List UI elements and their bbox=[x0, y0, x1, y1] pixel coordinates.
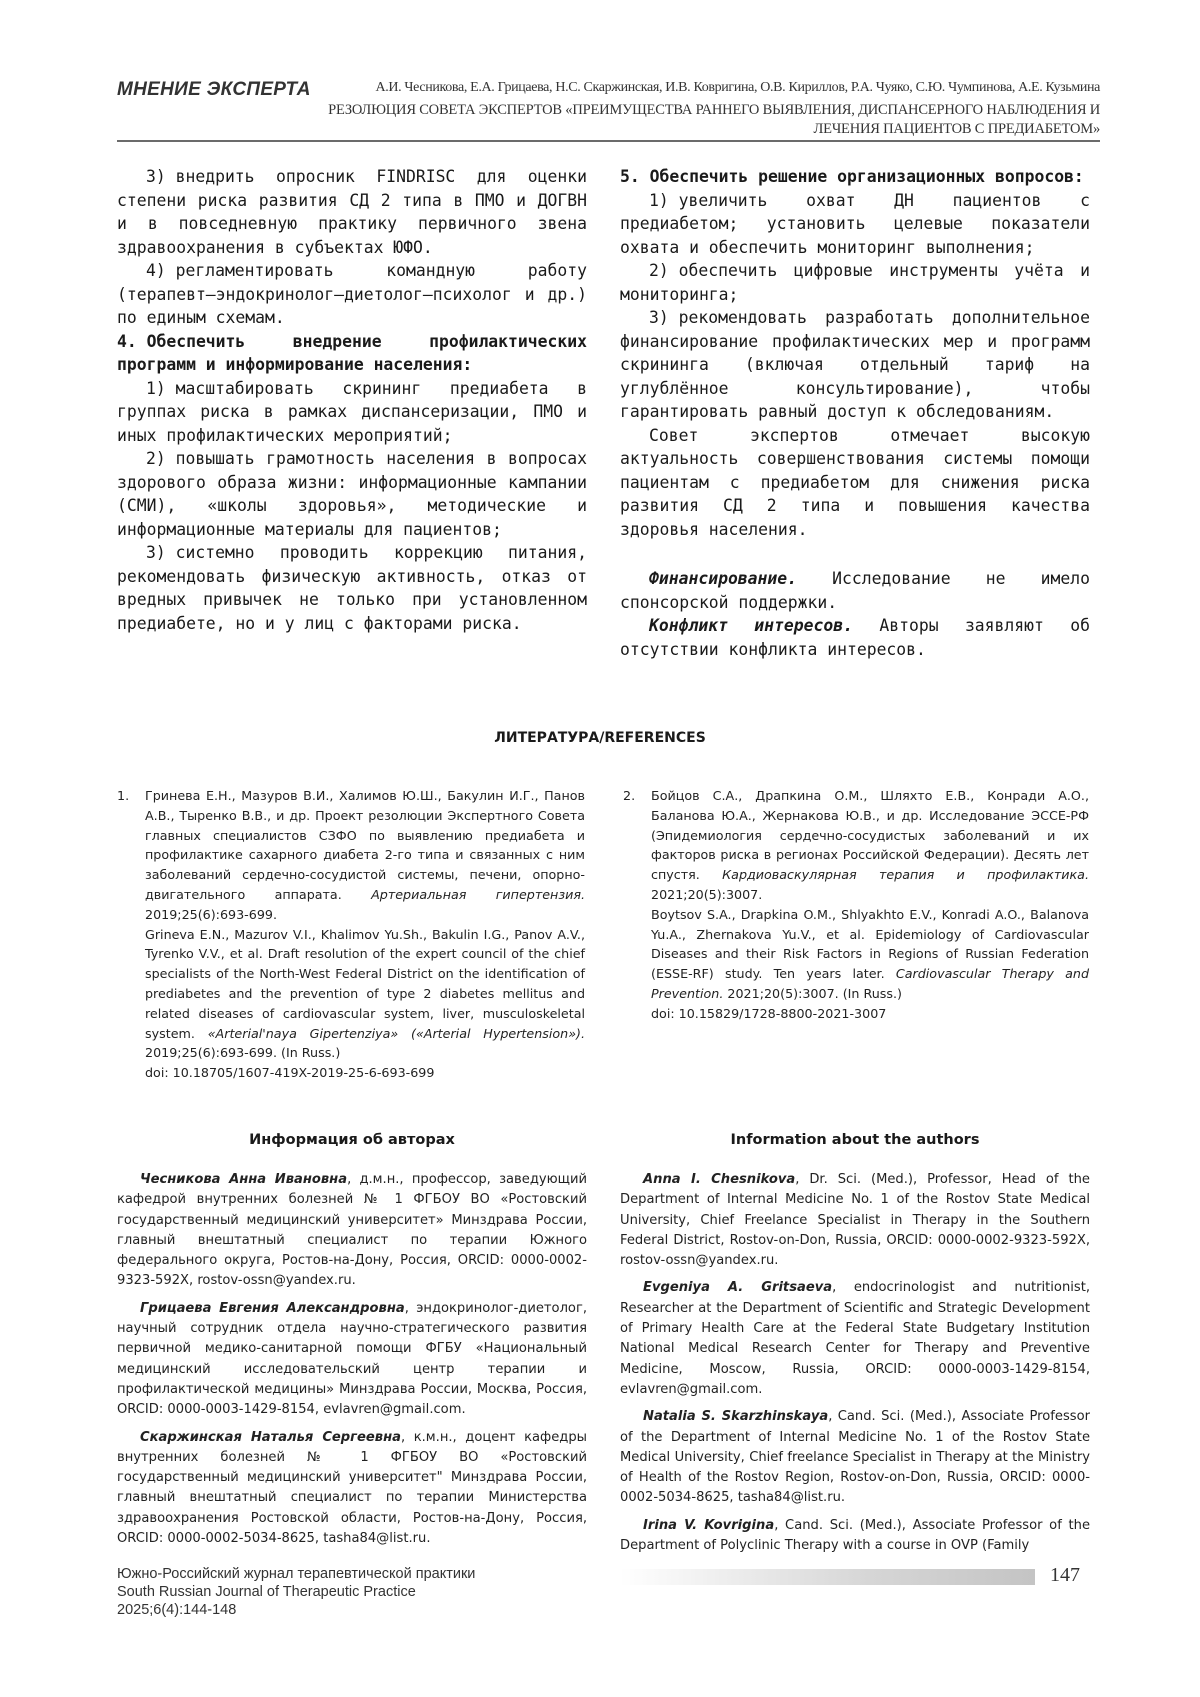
author-name: Чесникова Анна Ивановна bbox=[140, 1172, 348, 1187]
author-entry bbox=[620, 1278, 1090, 1400]
paragraph: 2) повышать грамотность населения в вопросах здорового образа жизни: информационные кампании (СМИ), «школы здоровья», методические и информационные материалы для пациентов; bbox=[117, 449, 587, 539]
funding-label: Финансирование. bbox=[649, 569, 798, 588]
paragraph: 2) обеспечить цифровые инструменты учёта и мониторинга; bbox=[620, 261, 1090, 304]
reference-en-tail: 2021;20(5):3007. (In Russ.) bbox=[723, 985, 902, 1001]
authors-info-ru bbox=[117, 1170, 587, 1556]
paragraph: 3) рекомендовать разработать дополнительное финансирование профилактических мер и программ скрининга (включая отдельный тариф на углублённое консультирование), чтобы гарантировать равный доступ к обследованиям. bbox=[620, 308, 1090, 421]
header-title: РЕЗОЛЮЦИЯ СОВЕТА ЭКСПЕРТОВ «ПРЕИМУЩЕСТВА РАННЕГО ВЫЯВЛЕНИЯ, ДИСПАНСЕРНОГО НАБЛЮДЕНИЯ И ЛЕЧЕНИЯ ПАЦИЕНТОВ С ПРЕДИАБЕТОМ» bbox=[328, 102, 1100, 137]
reference-ru-tail: 2019;25(6):693-699. bbox=[145, 906, 277, 922]
reference-item bbox=[623, 786, 1089, 1024]
funding-statement bbox=[620, 567, 1090, 614]
author-entry bbox=[117, 1170, 587, 1292]
reference-ru bbox=[145, 786, 585, 925]
author-details: , Cand. Sci. (Med.), Associate Professor of the Department of Polyclinic Therapy with a course in OVP (Family bbox=[620, 1517, 1091, 1554]
reference-number: 2. bbox=[623, 788, 636, 803]
section-label: МНЕНИЕ ЭКСПЕРТА bbox=[117, 79, 311, 100]
authors-title-ru: Информация об авторах bbox=[249, 1132, 455, 1148]
reference-ru-journal: Артериальная гипертензия. bbox=[371, 886, 585, 902]
author-entry bbox=[117, 1428, 587, 1550]
header-authors: А.И. Чесникова, Е.А. Грицаева, Н.С. Скаржинская, И.В. Ковригина, О.В. Кириллов, Р.А. Чуяко, С.Ю. Чумпинова, А.Е. Кузьмина bbox=[375, 80, 1100, 95]
reference-en-text: Boytsov S.A., Drapkina O.M., Shlyakhto E.V., Konradi A.O., Balanova Yu.A., Zhernakova Yu.V., et al. Epidemiology of Cardiovascular Diseases and their Risk Factors in Regions of Russian Federation (ESSE-RF) study. Ten years later. bbox=[651, 906, 1089, 982]
reference-en-journal: Cardiovascular Therapy and Prevention. bbox=[651, 966, 1089, 1001]
reference-en bbox=[651, 905, 1089, 1004]
conflict-label: Конфликт интересов. bbox=[649, 616, 853, 635]
author-name: Скаржинская Наталья Сергеевна bbox=[140, 1429, 401, 1445]
author-details: , endocrinologist and nutritionist, Researcher at the Department of Scientific and Strategic Development of Primary Health Care at the Federal State Budgetary Institution National Medical Research Center for Therapy and Preventive Medicine, Moscow, Russia, ORCID: 0000-0003-1429-8154, evlavren@gmail.com. bbox=[620, 1280, 1090, 1397]
authors-info-en bbox=[620, 1170, 1090, 1563]
reference-en-tail: 2019;25(6):693-699. (In Russ.) bbox=[145, 1045, 341, 1061]
reference-en-journal: «Arterial'naya Gipertenziya» («Arterial Hypertension»). bbox=[207, 1025, 586, 1041]
reference-ru bbox=[651, 786, 1089, 905]
author-name: Natalia S. Skarzhinskaya bbox=[643, 1409, 829, 1425]
reference-doi: doi: 10.18705/1607-419X-2019-25-6-693-699 bbox=[145, 1065, 435, 1081]
reference-doi: doi: 10.15829/1728-8800-2021-3007 bbox=[651, 1005, 887, 1021]
paragraph: 3) системно проводить коррекцию питания, рекомендовать физическую активность, отказ от вредных привычек не только при установленном предиабете, но и у лиц с факторами риска. bbox=[117, 543, 587, 633]
reference-item bbox=[117, 786, 586, 1083]
paragraph: 4) регламентировать командную работу (терапевт—эндокринолог—диетолог—психолог и др.) по единым схемам. bbox=[117, 261, 587, 327]
running-header bbox=[117, 70, 1100, 142]
body-column-left bbox=[117, 165, 587, 635]
author-name: Irina V. Kovrigina bbox=[643, 1517, 775, 1533]
author-entry bbox=[620, 1407, 1090, 1508]
reference-ru-journal: Кардиоваскулярная терапия и профилактика. bbox=[722, 867, 1089, 883]
section-heading: 4. Обеспечить внедрение профилактических программ и информирование населения: bbox=[117, 331, 587, 374]
author-details: , эндокринолог-диетолог, научный сотрудник отдела научно-стратегического развития первичной медико-санитарной помощи ФГБУ «Национальный медицинский исследовательский центр терапии и профилактической медицины» Минздрава России, Москва, Россия, ORCID: 0000-0003-1429-8154, evlavren@gmail.com. bbox=[117, 1300, 587, 1418]
reference-ru-tail: 2021;20(5):3007. bbox=[651, 886, 763, 902]
journal-name-ru: Южно-Российский журнал терапевтической практики bbox=[117, 1566, 476, 1582]
reference-en bbox=[145, 925, 585, 1064]
author-entry bbox=[117, 1299, 587, 1421]
body-column-right bbox=[620, 165, 1090, 661]
paragraph: 3) внедрить опросник FINDRISC для оценки степени риска развития СД 2 типа в ПМО и ДОГВН и в повседневную практику первичного звена здравоохранения в субъектах ЮФО. bbox=[117, 167, 587, 257]
footer-journal bbox=[117, 1565, 475, 1619]
paragraph: 1) увеличить охват ДН пациентов с предиабетом; установить целевые показатели охвата и обеспечить мониторинг выполнения; bbox=[620, 190, 1090, 257]
author-name: Anna I. Chesnikova bbox=[643, 1172, 796, 1187]
conflict-statement bbox=[620, 614, 1090, 661]
journal-name-en: South Russian Journal of Therapeutic Practice bbox=[117, 1584, 416, 1600]
reference-ru-text: Гринева Е.Н., Мазуров В.И., Халимов Ю.Ш., Бакулин И.Г., Панов А.В., Тыренко В.В., и др. Проект резолюции Экспертного Совета главных специалистов СЗФО по выявлению предиабета и профилактике сахарного диабета 2-го типа и связанных с ним заболеваний сердечно-сосудистой системы, печени, опорно-двигательного аппарата. bbox=[145, 788, 585, 902]
author-details: , к.м.н., доцент кафедры внутренних болезней № 1 ФГБОУ ВО «Ростовский государственный медицинский университет" Минздрава России, главный внештатный специалист по терапии Министерства здравоохранения Ростовской области, Ростов-на-Дону, Россия, ORCID: 0000-0002-5034-8625, tasha84@list.ru. bbox=[117, 1429, 587, 1547]
footer-decorative-bar bbox=[620, 1569, 1035, 1585]
references-title: ЛИТЕРАТУРА/REFERENCES bbox=[494, 730, 706, 746]
paragraph: 1) масштабировать скрининг предиабета в группах риска в рамках диспансеризации, ПМО и иных профилактических мероприятий; bbox=[117, 378, 587, 445]
reference-number: 1. bbox=[117, 788, 130, 803]
authors-title-en: Information about the authors bbox=[730, 1132, 980, 1148]
author-details: , Cand. Sci. (Med.), Associate Professor of the Department of Internal Medicine No. 1 of the Rostov State Medical University, Chief freelance Specialist in Therapy at the Ministry of Health of the Rostov Region, Rostov-on-Don, Russia, ORCID: 0000-0002-5034-8625, tasha84@list.ru. bbox=[620, 1409, 1090, 1506]
author-name: Evgeniya A. Gritsaeva bbox=[643, 1280, 833, 1296]
journal-citation: 2025;6(4):144-148 bbox=[117, 1602, 237, 1618]
author-entry bbox=[620, 1516, 1090, 1557]
paragraph: Совет экспертов отмечает высокую актуальность совершенствования системы помощи пациентам с предиабетом для снижения риска развития СД 2 типа и повышения качества здоровья населения. bbox=[620, 425, 1090, 539]
author-name: Грицаева Евгения Александровна bbox=[140, 1300, 405, 1316]
section-heading: 5. Обеспечить решение организационных вопросов: bbox=[620, 167, 1084, 186]
author-details: , д.м.н., профессор, заведующий кафедрой внутренних болезней № 1 ФГБОУ ВО «Ростовский государственный медицинский университет» Минздрава России, главный внештатный специалист по терапии Южного федерального округа, Ростов-на-Дону, Россия, ORCID: 0000-0002-9323-592X, rostov-ossn@yandex.ru. bbox=[117, 1172, 587, 1289]
conflict-text: Авторы заявляют об отсутствии конфликта интересов. bbox=[620, 616, 1090, 659]
author-entry bbox=[620, 1170, 1090, 1271]
author-details: , Dr. Sci. (Med.), Professor, Head of the Department of Internal Medicine No. 1 of the Rostov State Medical University, Chief Freelance Specialist in Therapy in the Southern Federal District, Rostov-on-Don, Russia, ORCID: 0000-0002-9323-592X, rostov-ossn@yandex.ru. bbox=[620, 1172, 1090, 1269]
reference-en-text: Grineva E.N., Mazurov V.I., Khalimov Yu.Sh., Bakulin I.G., Panov A.V., Tyrenko V.V., et al. Draft resolution of the expert council of the chief specialists of the North-West Federal District on the identification of prediabetes and the prevention of type 2 diabetes mellitus and related diseases of cardiovascular system, liver, musculoskeletal system. bbox=[145, 926, 585, 1041]
reference-ru-text: Бойцов С.А., Драпкина О.М., Шляхто Е.В., Конради А.О., Баланова Ю.А., Жернакова Ю.В., и др. Исследование ЭССЕ-РФ (Эпидемиология сердечно-сосудистых заболеваний и их факторов риска в регионах Российской Федерации). Десять лет спустя. bbox=[651, 788, 1089, 883]
page-number: 147 bbox=[1050, 1564, 1080, 1586]
funding-text: Исследование не имело спонсорской поддержки. bbox=[620, 569, 1090, 612]
